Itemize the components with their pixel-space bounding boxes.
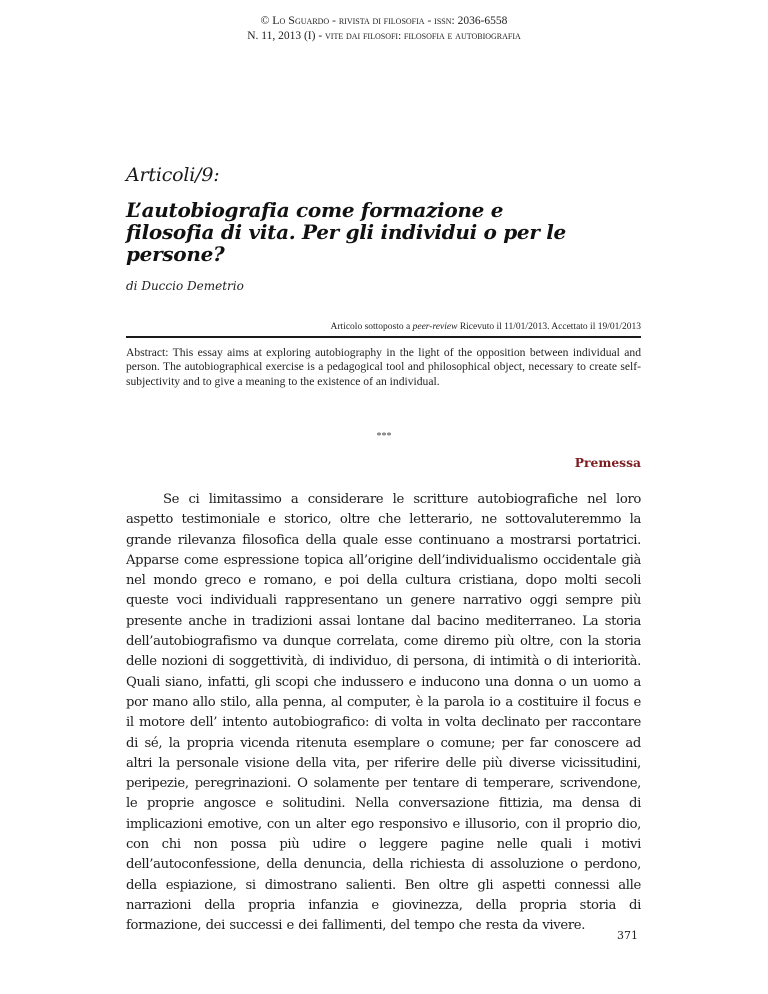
section-label: Articoli/9: <box>126 164 220 186</box>
body-paragraph: Se ci limitassimo a considerare le scritture autobiografiche nel loro aspetto testimoniale e storico, oltre che letterario, ne sottovaluteremmo la grande rilevanza filosofica della quale esse continuano a mostrarsi portatrici. Apparse come espressione topica all’origine dell’individualismo occidentale già nel mondo greco e romano, e poi della cultura cristiana, dopo molti secoli queste voci individuali rappresentano un genere narrativo oggi sempre più presente anche in tradizioni assai lontane dal bacino mediterraneo. La storia dell’autobiografismo va dunque correlata, come diremo più oltre, con la storia delle nozioni di soggettività, di individuo, di persona, di intimità o di interiorità. Quali siano, infatti, gli scopi che indussero e inducono una donna o un uomo a por mano allo stilo, alla penna, al computer, è la parola io a costituire il focus e il motore dell’ intento autobiografico: di volta in volta declinato per raccontare di sé, la propria vicenda ritenuta esemplare o comune; per far conoscere ad altri la personale visione della vita, per riferire delle più diverse vicissitudini, peripezie, peregrinazioni. O solamente per tentare di temperare, scrivendone, le proprie angosce e solitudini. Nella conversazione fittizia, ma densa di implicazioni emotive, con un alter ego responsivo e illusorio, con il proprio dio, con chi non possa più udire o leggere pagine nelle quali i motivi dell’autoconfessione, della denuncia, della richiesta di assoluzione o perdono, della espiazione, si dimostrano salienti. Ben oltre gli aspetti connessi alle narrazioni della propria infanzia e giovinezza, della propria storia di formazione, dei successi e dei fallimenti, del tempo che resta da vivere. <box>126 492 641 934</box>
separator: - <box>424 15 435 27</box>
copyright-symbol: © <box>260 15 270 27</box>
abstract: Abstract: This essay aims at exploring autobiography in the light of the opposition between individual and person. The autobiographical exercise is a pedagogical tool and philosophical object, necessary to create self-subjectivity and to give a meaning to the existence of an individual. <box>126 346 641 388</box>
issue-theme: vite dai filosofi: filosofia e autobiografia <box>325 30 521 42</box>
review-note <box>331 322 641 332</box>
horizontal-rule <box>126 336 641 338</box>
journal-subtitle: rivista di filosofia <box>338 15 425 27</box>
article-title: L’autobiografia come formazione e filosofia di vita. Per gli individui o per le persone? <box>126 198 566 266</box>
issue-number: N. 11, 2013 (I) <box>247 30 316 42</box>
section-heading: Premessa <box>574 455 641 470</box>
peer-review-term: peer-review <box>412 322 458 332</box>
issn-value: : 2036-6558 <box>451 15 508 27</box>
article-author: di Duccio Demetrio <box>126 279 244 293</box>
running-head <box>0 13 768 44</box>
separator: - <box>329 15 339 27</box>
review-note-prefix: Articolo sottoposto a <box>330 322 413 332</box>
review-dates: Ricevuto il 11/01/2013. Accettato il 19/01/2013 <box>457 322 641 332</box>
running-head-line-2 <box>0 29 768 44</box>
running-head-line-1 <box>0 13 768 29</box>
section-separator: *** <box>376 431 392 442</box>
journal-name: Lo Sguardo <box>272 13 330 27</box>
issn-label: issn <box>434 15 452 27</box>
page-number: 371 <box>617 929 638 942</box>
separator: - <box>315 30 326 42</box>
